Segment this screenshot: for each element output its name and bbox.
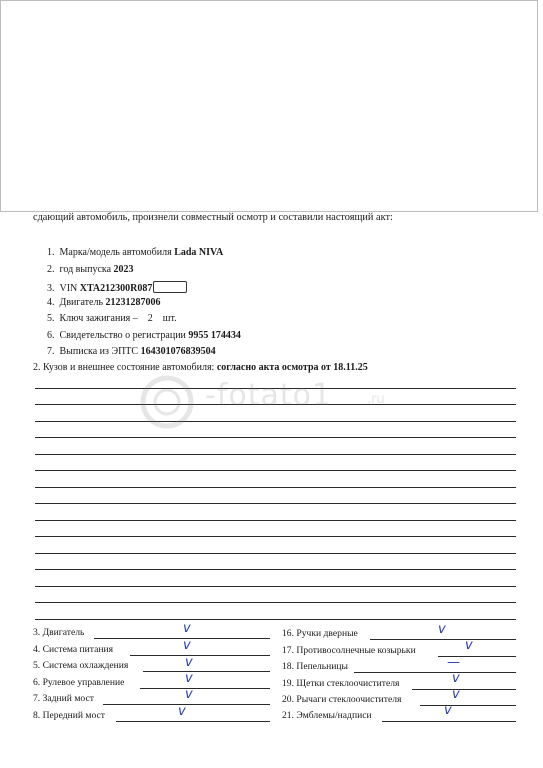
vehicle-item-engine — [47, 297, 161, 308]
item-label: Марка/модель автомобиля — [59, 247, 175, 258]
check-left-label: 7. Задний мост — [33, 693, 94, 704]
ruled-line — [35, 569, 516, 570]
watermark-suffix: .ru — [367, 392, 385, 407]
item-number: 5. — [47, 313, 55, 324]
hand-check-mark: v — [185, 655, 193, 670]
check-left-label: 8. Передний мост — [33, 710, 105, 721]
ruled-line — [35, 421, 516, 422]
section-value: согласно акта осмотра от 18.11.25 — [216, 362, 368, 373]
intro-text: сдающий автомобиль, произнели совместный осмотр и составили настоящий акт: — [33, 212, 393, 223]
ruled-line — [35, 470, 516, 471]
answer-line — [412, 689, 516, 690]
check-left-label: 5. Система охлаждения — [33, 660, 129, 671]
ruled-line — [35, 553, 516, 554]
hand-check-mark: v — [452, 687, 460, 702]
hand-check-mark: v — [178, 704, 186, 719]
vehicle-item-model — [47, 247, 223, 258]
vehicle-item-epts — [47, 346, 216, 357]
answer-line — [140, 688, 270, 689]
hand-check-mark: v — [444, 703, 452, 718]
check-right-label: 16. Ручки дверные — [282, 628, 358, 639]
item-label: Ключ зажигания – 2 шт. — [59, 313, 177, 324]
item-label: год выпуска — [59, 264, 114, 275]
hand-dash-mark: — — [447, 655, 460, 670]
item-number: 2. — [47, 264, 55, 275]
ruled-line — [35, 404, 516, 405]
item-number: 6. — [47, 330, 55, 341]
vin-redaction-box — [153, 281, 187, 293]
hand-check-mark: v — [465, 638, 473, 653]
watermark-text: -fotato1 — [205, 378, 333, 413]
item-value: XTA212300R087 — [79, 283, 153, 294]
check-left-label: 6. Рулевое управление — [33, 677, 125, 688]
item-value: 9955 174434 — [188, 330, 241, 341]
item-label: Выписка из ЭПТС — [59, 346, 141, 357]
hand-check-mark: v — [185, 671, 193, 686]
ruled-line — [35, 536, 516, 537]
item-label: Двигатель — [59, 297, 106, 308]
vehicle-item-year — [47, 264, 134, 275]
ruled-line — [35, 586, 516, 587]
item-number: 4. — [47, 297, 55, 308]
answer-line — [116, 721, 270, 722]
redacted-header-area — [0, 0, 538, 212]
hand-check-mark: v — [452, 671, 460, 686]
hand-check-mark: v — [183, 638, 191, 653]
vehicle-item-vin — [47, 281, 187, 294]
answer-line — [420, 705, 516, 706]
hand-check-mark: v — [438, 622, 446, 637]
answer-line — [370, 639, 516, 640]
ruled-line — [35, 454, 516, 455]
item-value: Lada NIVA — [174, 247, 224, 258]
check-right-label: 17. Противосолнечные козырьки — [282, 645, 416, 656]
check-right-label: 21. Эмблемы/надписи — [282, 710, 372, 721]
item-value: 164301076839504 — [140, 346, 216, 357]
vehicle-item-registration — [47, 330, 241, 341]
section-label: 2. Кузов и внешнее состояние автомобиля: — [33, 362, 217, 373]
answer-line — [354, 672, 516, 673]
ruled-line — [35, 619, 516, 620]
watermark-logo-icon — [135, 372, 205, 432]
item-number: 7. — [47, 346, 55, 357]
watermark — [135, 372, 395, 432]
vehicle-item-keys — [47, 313, 177, 324]
ruled-line — [35, 388, 516, 389]
answer-line — [382, 721, 516, 722]
check-left-label: 4. Система питания — [33, 644, 114, 655]
hand-check-mark: v — [185, 687, 193, 702]
item-value: 2023 — [113, 264, 134, 275]
item-number: 3. — [47, 283, 55, 294]
hand-check-mark: v — [183, 621, 191, 636]
answer-line — [130, 655, 270, 656]
answer-line — [143, 671, 270, 672]
check-left-label: 3. Двигатель — [33, 627, 85, 638]
item-label: VIN — [59, 283, 80, 294]
section-body-condition — [33, 362, 368, 373]
check-right-label: 19. Щетки стеклоочистителя — [282, 678, 400, 689]
check-right-label: 18. Пепельницы — [282, 661, 348, 672]
item-number: 1. — [47, 247, 55, 258]
ruled-line — [35, 520, 516, 521]
ruled-line — [35, 602, 516, 603]
ruled-line — [35, 503, 516, 504]
answer-line — [94, 638, 270, 639]
item-value: 21231287006 — [105, 297, 161, 308]
answer-line — [103, 704, 270, 705]
item-label: Свидетельство о регистрации — [59, 330, 189, 341]
ruled-line — [35, 437, 516, 438]
ruled-line — [35, 487, 516, 488]
check-right-label: 20. Рычаги стеклоочистителя — [282, 694, 402, 705]
